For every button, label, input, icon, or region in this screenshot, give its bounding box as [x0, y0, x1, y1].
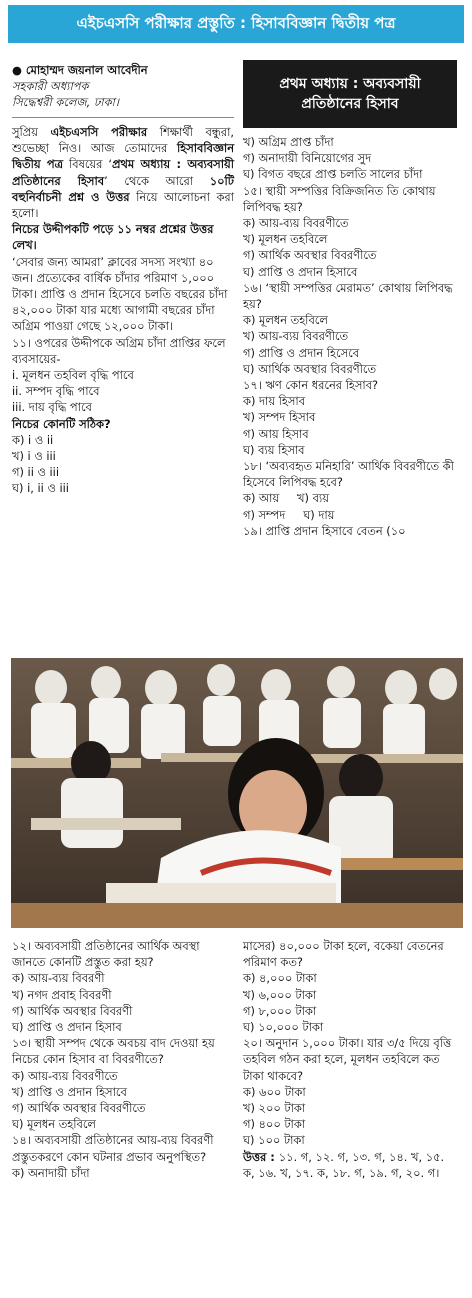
answer-label: উত্তর : [243, 1149, 279, 1164]
q20-option-3[interactable]: গ) ৪০০ টাকা [243, 1117, 306, 1132]
q18-option-1[interactable]: ক) আয় [243, 491, 280, 506]
stimulus-text: ‘সেবার জন্য আমরা’ ক্লাবের সদস্য সংখ্যা ৪০ জন। প্রত্যেকের বার্ষিক চাঁদার পরিমাণ ১,০০০ টাকা। প্রাপ্তি ও প্রদান হিসেবে চলতি বছরের চাঁদা ৪২,০০০ টাকা যার মধ্যে আগামী বছরের চাঁদা অগ্রিম পাওয়া গেছে ১২,০০০ টাকা। [12, 254, 228, 334]
chapter-heading [243, 60, 457, 128]
q19-option-4[interactable]: ঘ) ১০,০০০ টাকা [243, 1020, 324, 1035]
q12-option-4[interactable]: ঘ) প্রাপ্তি ও প্রদান হিসাব [12, 1020, 122, 1035]
author-college: সিদ্ধেশ্বরী কলেজ, ঢাকা। [12, 95, 119, 109]
instruction-text: নিচের উদ্দীপকটি পড়ে ১১ নম্বর প্রশ্নের উত্তর লেখ। [12, 222, 214, 253]
author-title: সহকারী অধ্যাপক [12, 79, 89, 93]
q16-option-3[interactable]: গ) প্রাপ্তি ও প্রদান হিসেবে [243, 345, 360, 360]
author-divider [12, 117, 234, 118]
question-11: ১১। ওপরের উদ্দীপকে অগ্রিম চাঁদা প্রাপ্তির ফলে ব্যবসায়ের- [12, 335, 226, 366]
question-12: ১২। অব্যবসায়ী প্রতিষ্ঠানের আর্থিক অবস্থা জানতে কোনটি প্রস্তুত করা হয়? [12, 939, 200, 970]
q11-statement-2: ii. সম্পদ বৃদ্ধি পাবে [12, 384, 100, 399]
q11-statement-3: iii. দায় বৃদ্ধি পাবে [12, 400, 92, 415]
question-16: ১৬। ‘স্থায়ী সম্পত্তির মেরামত’ কোথায় লিপিবদ্ধ হয়? [243, 280, 453, 312]
q17-option-2[interactable]: খ) সম্পদ হিসাব [243, 410, 316, 425]
answer-key [243, 1149, 459, 1181]
q18-options-row-2 [243, 507, 459, 523]
left-column-top [12, 124, 234, 497]
q18-options-row-1 [243, 490, 459, 506]
q14-option-1[interactable]: ক) অনাদায়ী চাঁদা [12, 1165, 90, 1180]
question-13: ১৩। স্থায়ী সম্পদ থেকে অবচয় বাদ দেওয়া হয় নিচের কোন হিসাব বা বিবরণীতে? [12, 1036, 215, 1067]
intro-paragraph [12, 124, 234, 221]
intro-bold: ১০টি বহুনির্বাচনী প্রশ্ন ও উত্তর [12, 173, 234, 204]
q19-option-1[interactable]: ক) ৪,০০০ টাকা [243, 971, 317, 986]
q20-option-1[interactable]: ক) ৬০০ টাকা [243, 1084, 306, 1099]
question-17: ১৭। ঋণ কোন ধরনের হিসাব? [243, 378, 379, 393]
right-column-top [243, 134, 459, 539]
q11-option-1[interactable]: ক) i ও ii [12, 432, 54, 447]
q16-option-2[interactable]: খ) আয়-ব্যয় বিবরণীতে [243, 329, 349, 344]
q20-option-4[interactable]: ঘ) ১০০ টাকা [243, 1133, 305, 1148]
author-name: ● মোহাম্মদ জয়নাল আবেদীন [12, 63, 148, 77]
q14-option-3[interactable]: গ) অনাদায়ী বিনিয়োগের সুদ [243, 151, 372, 166]
left-column-bottom [12, 938, 234, 1181]
intro-bold: প্রথম অধ্যায় : অব্যবসায়ী প্রতিষ্ঠানের হিসাব [12, 157, 234, 188]
right-column-bottom [243, 938, 459, 1181]
intro-bold: এইচএসসি পরীক্ষার [50, 125, 148, 139]
question-19-part-a: ১৯। প্রাপ্তি প্রদান হিসাবে বেতন (১০ [243, 523, 406, 538]
intro-bold: হিসাববিজ্ঞান দ্বিতীয় পত্র [12, 141, 234, 172]
q18-option-4[interactable]: ঘ) দায় [303, 507, 335, 522]
exam-hall-photo [11, 658, 463, 928]
q11-option-4[interactable]: ঘ) i, ii ও iii [12, 481, 69, 496]
q14-option-2[interactable]: খ) অগ্রিম প্রাপ্ত চাঁদা [243, 135, 334, 149]
question-15: ১৫। স্থায়ী সম্পত্তির বিক্রিজনিত তি কোথায় লিপিবদ্ধ হয়? [243, 183, 436, 214]
q18-option-3[interactable]: গ) সম্পদ [243, 507, 286, 522]
q13-option-4[interactable]: ঘ) মূলধন তহবিলে [12, 1117, 96, 1132]
intro-text: নিয়ে আলোচনা করা হলো। [12, 189, 234, 221]
exam-hall-illustration [11, 658, 463, 928]
q18-option-2[interactable]: খ) ব্যয় [297, 491, 329, 506]
intro-text: বিষয়ের ‘ [62, 157, 113, 172]
question-20: ২০। অনুদান ১,০০০ টাকা। যার ৩/৫ দিয়ে বৃত্তি তহবিল গঠন করা হলে, মূলধন তহবিলে কত টাকা থাকবে? [243, 1036, 452, 1083]
intro-text: শিক্ষার্থী বন্ধুরা, শুভেচ্ছা নিও। আজ তোমাদের [12, 125, 234, 156]
q16-option-4[interactable]: ঘ) আর্থিক অবস্থার বিবরণীতে [243, 361, 377, 376]
intro-text: সুপ্রিয় [12, 125, 51, 139]
q11-option-2[interactable]: খ) i ও iii [12, 449, 56, 464]
q20-option-2[interactable]: খ) ২০০ টাকা [243, 1101, 306, 1116]
author-block [12, 62, 234, 110]
q16-option-1[interactable]: ক) মূলধন তহবিলে [243, 313, 328, 328]
q15-option-3[interactable]: গ) আর্থিক অবস্থার বিবরণীতে [243, 248, 377, 263]
page-banner: এইচএসসি পরীক্ষার প্রস্তুতি : হিসাববিজ্ঞান দ্বিতীয় পত্র [8, 5, 464, 43]
q11-ask: নিচের কোনটি সঠিক? [12, 416, 111, 431]
q17-option-4[interactable]: ঘ) ব্যয় হিসাব [243, 442, 305, 457]
q13-option-3[interactable]: গ) আর্থিক অবস্থার বিবরণীতে [12, 1101, 146, 1116]
chapter-line-1: প্রথম অধ্যায় : অব্যবসায়ী [279, 76, 421, 92]
q13-option-1[interactable]: ক) আয়-ব্যয় বিবরণীতে [12, 1068, 118, 1083]
q11-statement-1: i. মূলধন তহবিল বৃদ্ধি পাবে [12, 368, 134, 383]
question-19-part-b: মাসের) ৪০,০০০ টাকা হলে, বকেয়া বেতনের পরিমাণ কত? [243, 939, 444, 970]
q12-option-1[interactable]: ক) আয়-ব্যয় বিবরণী [12, 971, 105, 986]
q15-option-4[interactable]: ঘ) প্রাপ্তি ও প্রদান হিসাবে [243, 264, 358, 279]
q11-option-3[interactable]: গ) ii ও iii [12, 465, 59, 480]
q17-option-1[interactable]: ক) দায় হিসাব [243, 394, 306, 409]
question-14: ১৪। অব্যবসায়ী প্রতিষ্ঠানের আয়-ব্যয় বিবরণী প্রস্তুতকরণে কোন ঘটনার প্রভাব অনুপস্থিত? [12, 1133, 214, 1164]
q12-option-3[interactable]: গ) আর্থিক অবস্থার বিবরণী [12, 1003, 133, 1018]
q19-option-3[interactable]: গ) ৮,০০০ টাকা [243, 1003, 317, 1018]
q14-option-4[interactable]: ঘ) বিগত বছরে প্রাপ্ত চলতি সালের চাঁদা [243, 167, 423, 182]
q13-option-2[interactable]: খ) প্রাপ্তি ও প্রদান হিসাবে [12, 1084, 127, 1099]
q15-option-2[interactable]: খ) মূলধন তহবিলে [243, 232, 328, 247]
q19-option-2[interactable]: খ) ৬,০০০ টাকা [243, 987, 317, 1002]
intro-text: ’ থেকে আরো [104, 173, 210, 188]
chapter-line-2: প্রতিষ্ঠানের হিসাব [301, 96, 399, 112]
question-18: ১৮। ‘অব্যবহৃত মনিহারি’ আর্থিক বিবরণীতে কী হিসেবে লিপিবদ্ধ হবে? [243, 459, 454, 490]
answer-text: ১১. গ, ১২. গ, ১৩. গ, ১৪. খ, ১৫. ক, ১৬. খ, ১৭. ক, ১৮. গ, ১৯. গ, ২০. গ। [243, 1149, 445, 1180]
q15-option-1[interactable]: ক) আয়-ব্যয় বিবরণীতে [243, 216, 349, 231]
q12-option-2[interactable]: খ) নগদ প্রবাহ বিবরণী [12, 987, 112, 1002]
q17-option-3[interactable]: গ) আয় হিসাব [243, 426, 309, 441]
